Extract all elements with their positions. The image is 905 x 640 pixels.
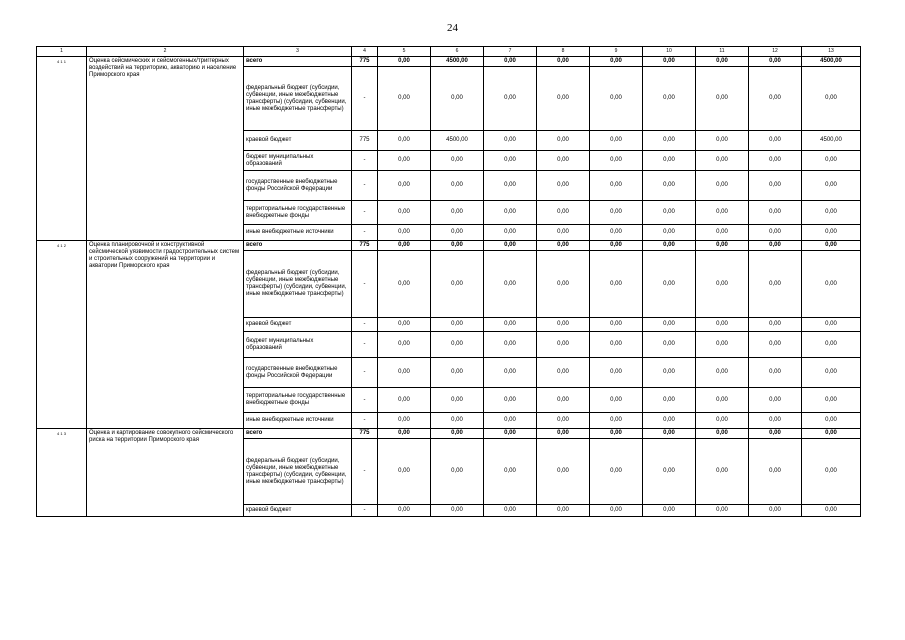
amount-cell: 0,00	[749, 358, 802, 388]
funding-source: иные внебюджетные источники	[244, 225, 352, 241]
amount-cell: 0,00	[484, 429, 537, 439]
budget-code: -	[352, 171, 378, 201]
amount-cell: 0,00	[749, 225, 802, 241]
amount-cell: 0,00	[484, 241, 537, 251]
amount-cell: 0,00	[749, 505, 802, 517]
amount-cell: 0,00	[537, 439, 590, 505]
amount-cell: 0,00	[749, 251, 802, 318]
amount-cell: 0,00	[537, 358, 590, 388]
budget-code: -	[352, 505, 378, 517]
measure-number: 4 1 1	[37, 57, 87, 241]
amount-cell: 0,00	[431, 251, 484, 318]
amount-cell: 0,00	[643, 388, 696, 413]
amount-cell: 0,00	[431, 225, 484, 241]
amount-cell: 0,00	[378, 332, 431, 358]
amount-cell: 0,00	[802, 358, 861, 388]
amount-cell: 0,00	[484, 201, 537, 225]
amount-cell: 0,00	[431, 413, 484, 429]
amount-cell: 0,00	[696, 241, 749, 251]
amount-cell: 0,00	[696, 151, 749, 171]
amount-cell: 0,00	[378, 251, 431, 318]
column-header: 8	[537, 47, 590, 57]
funding-source: иные внебюджетные источники	[244, 413, 352, 429]
amount-cell: 0,00	[484, 151, 537, 171]
amount-cell: 0,00	[643, 67, 696, 131]
amount-cell: 0,00	[378, 318, 431, 332]
amount-cell: 0,00	[537, 505, 590, 517]
column-header: 4	[352, 47, 378, 57]
funding-source: государственные внебюджетные фонды Российской Федерации	[244, 171, 352, 201]
funding-source: территориальные государственные внебюджетные фонды	[244, 388, 352, 413]
amount-cell: 0,00	[431, 358, 484, 388]
amount-cell: 0,00	[590, 57, 643, 67]
amount-cell: 0,00	[537, 151, 590, 171]
amount-cell: 0,00	[590, 413, 643, 429]
amount-cell: 0,00	[431, 201, 484, 225]
amount-cell: 0,00	[590, 241, 643, 251]
budget-code: -	[352, 67, 378, 131]
amount-cell: 0,00	[643, 57, 696, 67]
amount-cell: 0,00	[802, 225, 861, 241]
amount-cell: 0,00	[749, 413, 802, 429]
amount-cell: 0,00	[802, 201, 861, 225]
amount-cell: 0,00	[378, 505, 431, 517]
amount-cell: 0,00	[696, 201, 749, 225]
amount-cell: 0,00	[431, 388, 484, 413]
amount-cell: 0,00	[749, 318, 802, 332]
amount-cell: 0,00	[802, 171, 861, 201]
budget-code: -	[352, 439, 378, 505]
amount-cell: 0,00	[749, 151, 802, 171]
amount-cell: 0,00	[802, 388, 861, 413]
column-header: 10	[643, 47, 696, 57]
budget-code: 775	[352, 57, 378, 67]
amount-cell: 0,00	[590, 151, 643, 171]
funding-source: территориальные государственные внебюджетные фонды	[244, 201, 352, 225]
amount-cell: 0,00	[802, 413, 861, 429]
amount-cell: 0,00	[537, 332, 590, 358]
measure-name: Оценка сейсмических и сейсмогенных/триггерных воздействий на территорию, акваторию и население Приморского края	[87, 57, 244, 241]
amount-cell: 0,00	[802, 429, 861, 439]
amount-cell: 0,00	[749, 429, 802, 439]
amount-cell: 0,00	[696, 171, 749, 201]
funding-source: краевой бюджет	[244, 131, 352, 151]
page-number: 24	[447, 22, 458, 34]
funding-source: всего	[244, 429, 352, 439]
amount-cell: 0,00	[431, 332, 484, 358]
amount-cell: 0,00	[590, 225, 643, 241]
amount-cell: 0,00	[484, 171, 537, 201]
funding-source: бюджет муниципальных образований	[244, 332, 352, 358]
funding-source: государственные внебюджетные фонды Российской Федерации	[244, 358, 352, 388]
amount-cell: 0,00	[643, 251, 696, 318]
amount-cell: 0,00	[484, 505, 537, 517]
amount-cell: 0,00	[378, 57, 431, 67]
amount-cell: 0,00	[643, 358, 696, 388]
amount-cell: 0,00	[643, 241, 696, 251]
amount-cell: 0,00	[802, 67, 861, 131]
amount-cell: 0,00	[696, 318, 749, 332]
amount-cell: 4500,00	[802, 57, 861, 67]
amount-cell: 0,00	[696, 505, 749, 517]
column-header: 1	[37, 47, 87, 57]
budget-code: 775	[352, 429, 378, 439]
budget-code: -	[352, 201, 378, 225]
amount-cell: 0,00	[802, 241, 861, 251]
amount-cell: 0,00	[484, 318, 537, 332]
amount-cell: 0,00	[431, 67, 484, 131]
amount-cell: 0,00	[696, 67, 749, 131]
budget-code: -	[352, 413, 378, 429]
amount-cell: 0,00	[696, 57, 749, 67]
amount-cell: 0,00	[431, 505, 484, 517]
column-header: 2	[87, 47, 244, 57]
budget-code: -	[352, 151, 378, 171]
column-header: 7	[484, 47, 537, 57]
amount-cell: 0,00	[537, 225, 590, 241]
amount-cell: 0,00	[696, 429, 749, 439]
amount-cell: 0,00	[378, 171, 431, 201]
budget-code: 775	[352, 241, 378, 251]
amount-cell: 0,00	[431, 318, 484, 332]
budget-table	[36, 46, 861, 517]
funding-source: бюджет муниципальных образований	[244, 151, 352, 171]
measure-number: 4 1 2	[37, 241, 87, 429]
funding-source: всего	[244, 241, 352, 251]
amount-cell: 0,00	[378, 151, 431, 171]
table-row	[37, 241, 861, 251]
amount-cell: 0,00	[484, 332, 537, 358]
amount-cell: 4500,00	[431, 57, 484, 67]
amount-cell: 0,00	[749, 439, 802, 505]
amount-cell: 0,00	[696, 332, 749, 358]
amount-cell: 0,00	[643, 201, 696, 225]
funding-source: федеральный бюджет (субсидии, субвенции, иные межбюджетные трансферты) (субсидии, субвенции, иные межбюджетные трансферты)	[244, 67, 352, 131]
amount-cell: 0,00	[590, 171, 643, 201]
amount-cell: 0,00	[378, 439, 431, 505]
amount-cell: 0,00	[590, 358, 643, 388]
amount-cell: 0,00	[590, 505, 643, 517]
table-row	[37, 429, 861, 439]
amount-cell: 0,00	[643, 318, 696, 332]
column-header: 12	[749, 47, 802, 57]
amount-cell: 0,00	[431, 241, 484, 251]
amount-cell: 0,00	[590, 201, 643, 225]
amount-cell: 0,00	[590, 388, 643, 413]
amount-cell: 0,00	[749, 388, 802, 413]
amount-cell: 0,00	[749, 332, 802, 358]
amount-cell: 0,00	[643, 429, 696, 439]
funding-source: федеральный бюджет (субсидии, субвенции, иные межбюджетные трансферты) (субсидии, субвенции, иные межбюджетные трансферты)	[244, 439, 352, 505]
amount-cell: 0,00	[643, 225, 696, 241]
amount-cell: 0,00	[749, 57, 802, 67]
amount-cell: 0,00	[749, 241, 802, 251]
budget-code: 775	[352, 131, 378, 151]
amount-cell: 0,00	[537, 429, 590, 439]
amount-cell: 0,00	[537, 318, 590, 332]
amount-cell: 0,00	[537, 67, 590, 131]
measure-name: Оценка и картирование совокупного сейсмического риска на территории Приморского края	[87, 429, 244, 517]
amount-cell: 0,00	[537, 251, 590, 318]
amount-cell: 0,00	[378, 67, 431, 131]
amount-cell: 0,00	[537, 131, 590, 151]
amount-cell: 4500,00	[431, 131, 484, 151]
measure-name: Оценка планировочной и конструктивной сейсмической уязвимости градостроительных систем и строительных сооружений на территории и акватории Приморского края	[87, 241, 244, 429]
amount-cell: 0,00	[802, 505, 861, 517]
amount-cell: 0,00	[802, 439, 861, 505]
column-header: 6	[431, 47, 484, 57]
amount-cell: 0,00	[378, 358, 431, 388]
amount-cell: 0,00	[590, 332, 643, 358]
budget-code: -	[352, 225, 378, 241]
budget-code: -	[352, 318, 378, 332]
amount-cell: 0,00	[643, 439, 696, 505]
amount-cell: 0,00	[378, 131, 431, 151]
amount-cell: 0,00	[378, 201, 431, 225]
amount-cell: 0,00	[537, 57, 590, 67]
amount-cell: 0,00	[590, 67, 643, 131]
amount-cell: 0,00	[484, 57, 537, 67]
amount-cell: 0,00	[749, 67, 802, 131]
column-header: 9	[590, 47, 643, 57]
amount-cell: 0,00	[696, 225, 749, 241]
amount-cell: 0,00	[643, 151, 696, 171]
column-header: 3	[244, 47, 352, 57]
amount-cell: 0,00	[590, 439, 643, 505]
amount-cell: 0,00	[537, 201, 590, 225]
amount-cell: 0,00	[749, 171, 802, 201]
amount-cell: 0,00	[484, 67, 537, 131]
column-header: 11	[696, 47, 749, 57]
amount-cell: 0,00	[802, 318, 861, 332]
budget-code: -	[352, 332, 378, 358]
amount-cell: 0,00	[537, 388, 590, 413]
funding-source: краевой бюджет	[244, 318, 352, 332]
amount-cell: 0,00	[749, 131, 802, 151]
amount-cell: 0,00	[643, 332, 696, 358]
amount-cell: 0,00	[484, 388, 537, 413]
amount-cell: 0,00	[431, 429, 484, 439]
column-header: 13	[802, 47, 861, 57]
table-row	[37, 57, 861, 67]
amount-cell: 0,00	[431, 151, 484, 171]
amount-cell: 0,00	[484, 131, 537, 151]
amount-cell: 0,00	[431, 171, 484, 201]
amount-cell: 0,00	[484, 358, 537, 388]
amount-cell: 0,00	[484, 439, 537, 505]
amount-cell: 0,00	[696, 358, 749, 388]
amount-cell: 0,00	[696, 439, 749, 505]
amount-cell: 0,00	[378, 413, 431, 429]
amount-cell: 0,00	[696, 388, 749, 413]
amount-cell: 0,00	[537, 413, 590, 429]
header-row	[37, 47, 861, 57]
measure-number: 4 1 3	[37, 429, 87, 517]
budget-code: -	[352, 251, 378, 318]
amount-cell: 0,00	[378, 241, 431, 251]
column-header: 5	[378, 47, 431, 57]
funding-source: федеральный бюджет (субсидии, субвенции, иные межбюджетные трансферты) (субсидии, субвенции, иные межбюджетные трансферты)	[244, 251, 352, 318]
funding-source: краевой бюджет	[244, 505, 352, 517]
amount-cell: 0,00	[378, 429, 431, 439]
amount-cell: 0,00	[590, 429, 643, 439]
amount-cell: 0,00	[484, 251, 537, 318]
amount-cell: 0,00	[378, 388, 431, 413]
amount-cell: 0,00	[643, 131, 696, 151]
amount-cell: 0,00	[590, 131, 643, 151]
budget-code: -	[352, 358, 378, 388]
amount-cell: 0,00	[537, 241, 590, 251]
amount-cell: 0,00	[749, 201, 802, 225]
amount-cell: 0,00	[696, 413, 749, 429]
amount-cell: 0,00	[378, 225, 431, 241]
amount-cell: 0,00	[484, 225, 537, 241]
amount-cell: 0,00	[696, 251, 749, 318]
amount-cell: 0,00	[802, 151, 861, 171]
amount-cell: 0,00	[431, 439, 484, 505]
amount-cell: 0,00	[590, 318, 643, 332]
amount-cell: 4500,00	[802, 131, 861, 151]
funding-source: всего	[244, 57, 352, 67]
amount-cell: 0,00	[643, 413, 696, 429]
amount-cell: 0,00	[643, 171, 696, 201]
budget-code: -	[352, 388, 378, 413]
amount-cell: 0,00	[802, 332, 861, 358]
amount-cell: 0,00	[696, 131, 749, 151]
amount-cell: 0,00	[802, 251, 861, 318]
amount-cell: 0,00	[590, 251, 643, 318]
amount-cell: 0,00	[643, 505, 696, 517]
amount-cell: 0,00	[537, 171, 590, 201]
amount-cell: 0,00	[484, 413, 537, 429]
table-body	[37, 47, 861, 517]
